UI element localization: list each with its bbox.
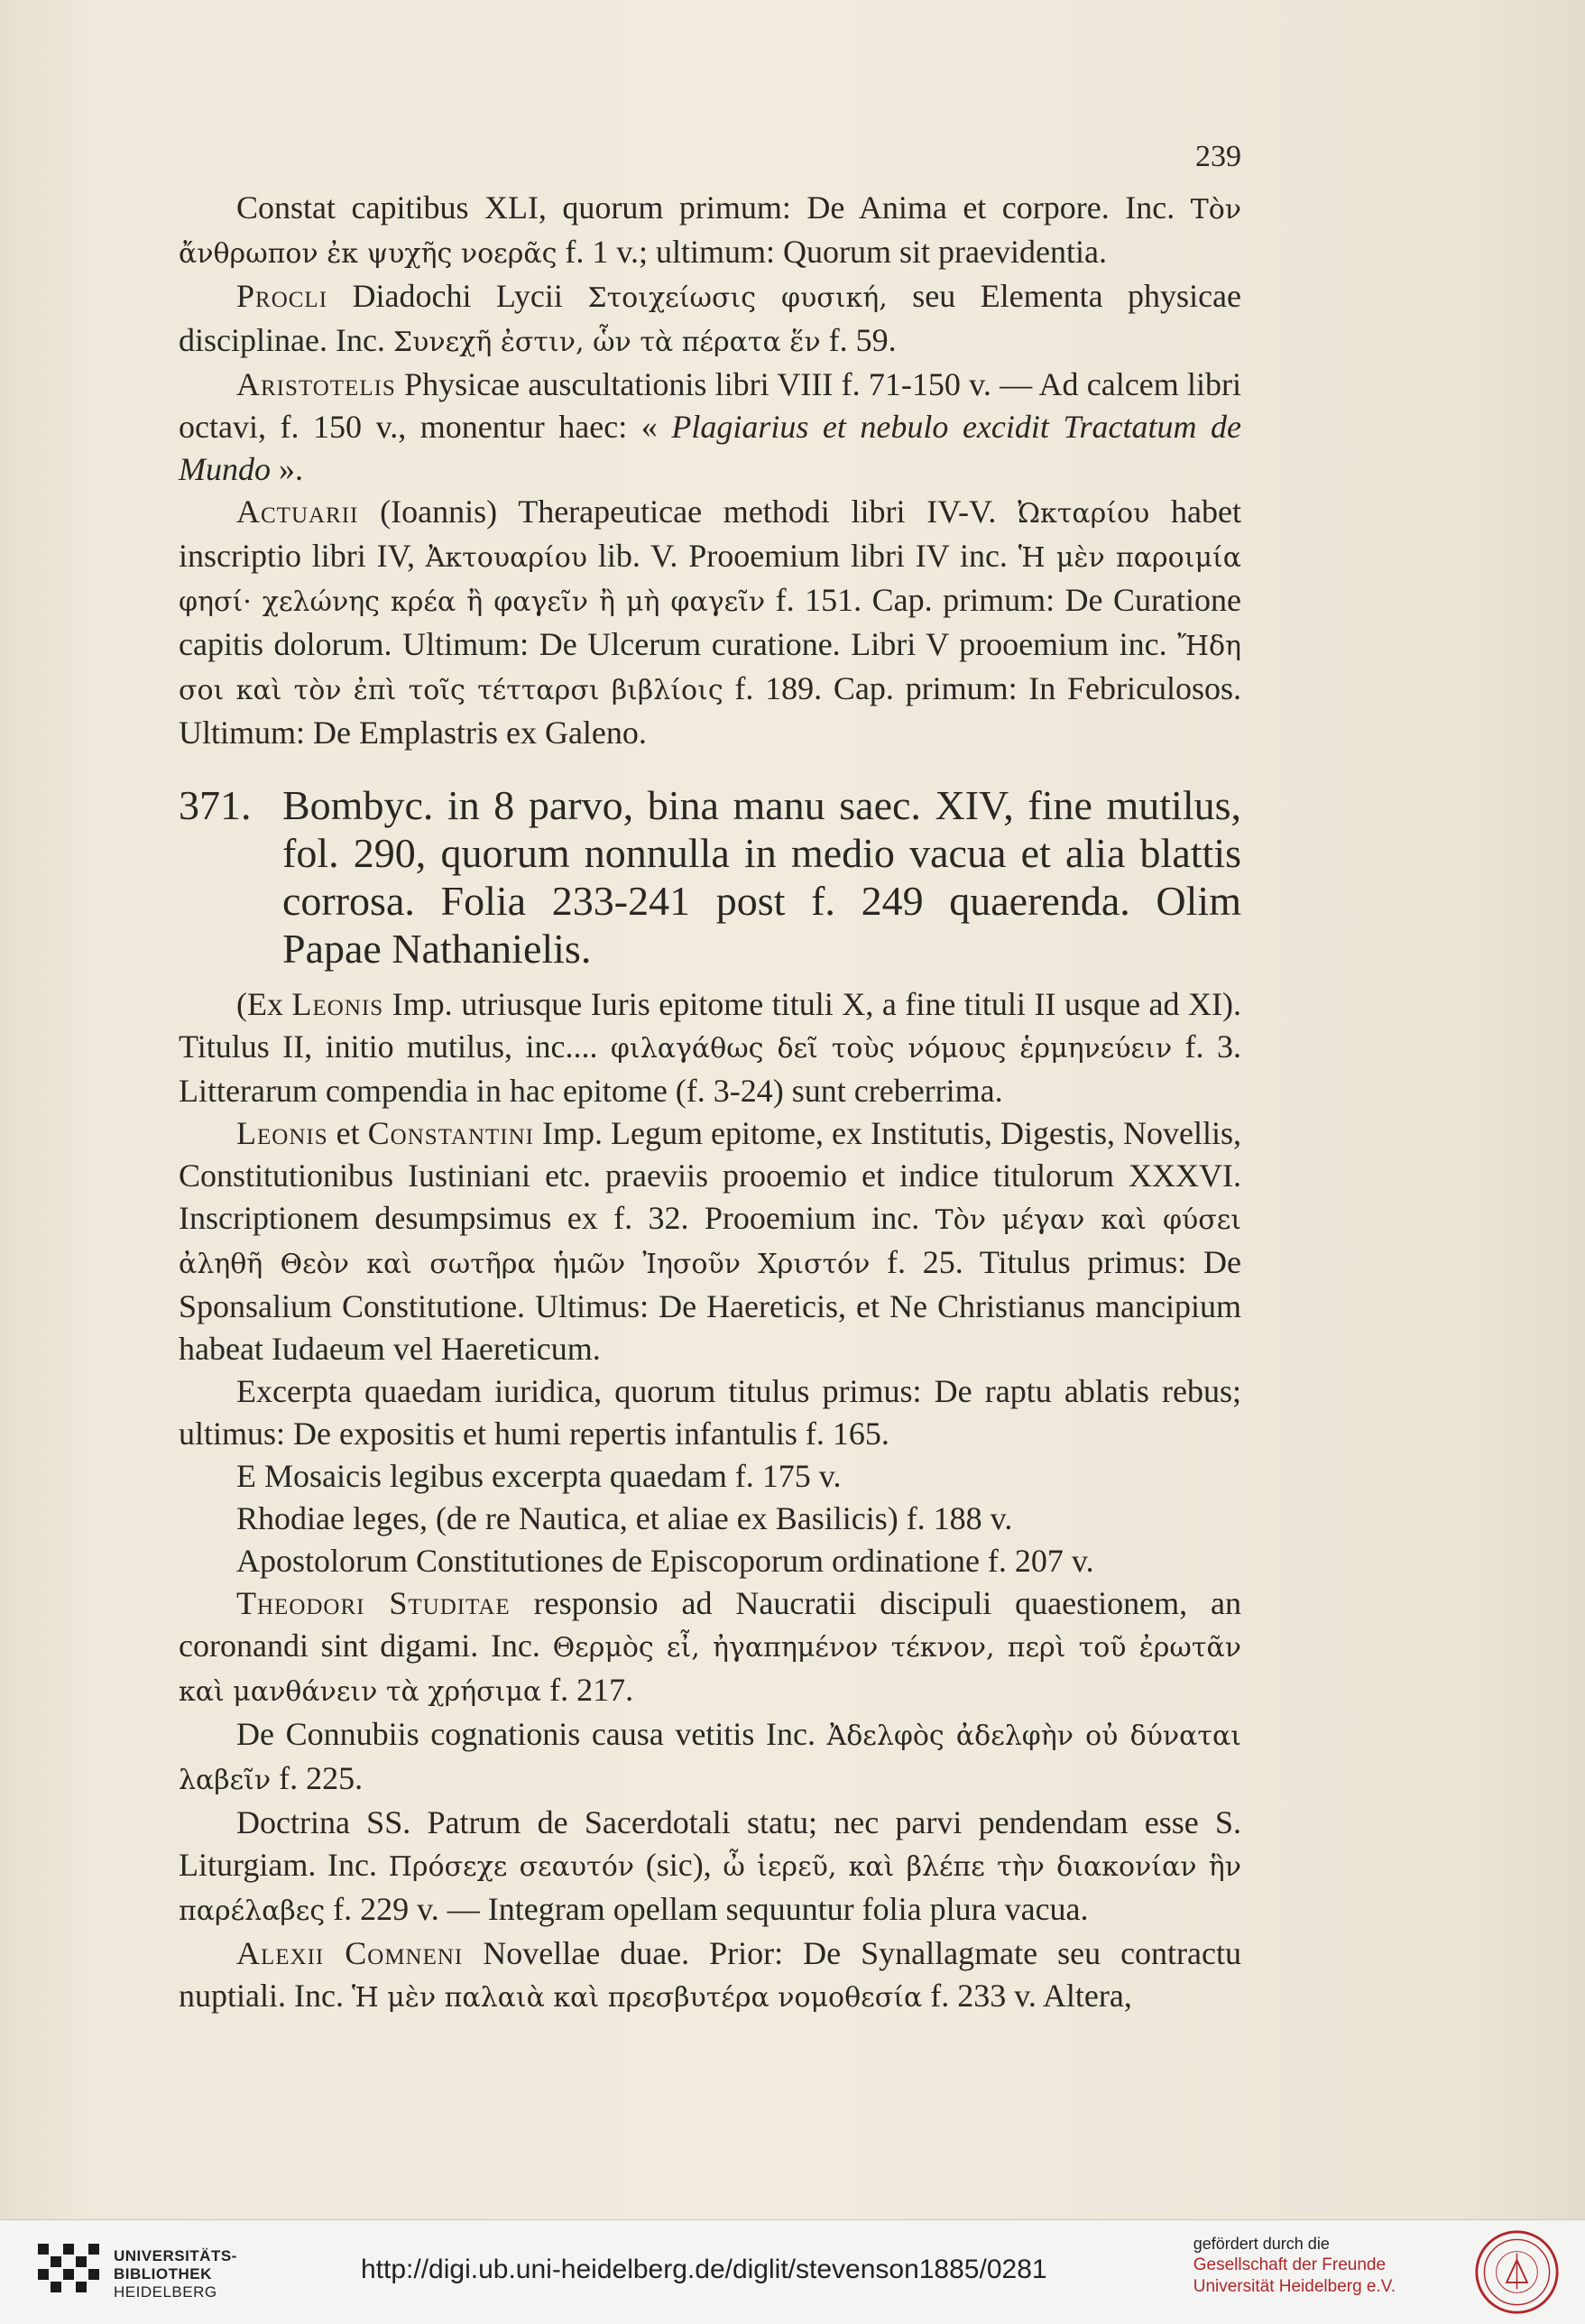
- society-name-line2: Universität Heidelberg e.V.: [1193, 2277, 1396, 2296]
- text-run: E Mosaicis legibus excerpta quaedam f. 175 v.: [236, 1458, 842, 1494]
- library-name-line2: BIBLIOTHEK: [114, 2265, 212, 2282]
- entry-number: 371.: [179, 782, 252, 828]
- paragraph: [179, 1802, 1241, 1932]
- footer-bar: [0, 2219, 1585, 2324]
- quoted-text: Plagiarius et nebulo excidit Tractatum de Mundo: [179, 409, 1241, 487]
- text-run: habet inscriptio libri IV,: [179, 493, 1241, 574]
- greek-text: Θερμὸς εἶ, ἠγαπημένον τέκνον, περὶ τοῦ ἐρωτᾶν καὶ μανθάνειν τὰ χρήσιμα: [179, 1632, 1241, 1708]
- paragraphs-top: [179, 187, 1241, 754]
- text-run: Diadochi Lycii: [327, 278, 588, 314]
- text-run: et: [327, 1115, 368, 1151]
- greek-text: ὦ ἱερεῦ, καὶ βλέπε τὴν διακονίαν ἣν παρέλαβες: [179, 1851, 1241, 1927]
- author-name: Aristotelis: [236, 366, 396, 402]
- author-name: Procli: [236, 278, 328, 314]
- paragraph: [179, 187, 1241, 275]
- greek-text: Πρόσεχε σεαυτόν: [388, 1851, 634, 1883]
- text-run: lib. V. Prooemium libri IV inc.: [587, 538, 1018, 574]
- author-name: Leonis: [291, 986, 384, 1022]
- funded-by-label: gefördert durch die: [1193, 2235, 1330, 2253]
- text-run: (Ex: [236, 986, 292, 1022]
- text-run: Constat capitibus XLI, quorum primum: De Anima et corpore. Inc.: [236, 189, 1191, 226]
- text-run: f. 3. Litterarum compendia in hac epitome (f. 3-24) sunt creberrima.: [179, 1028, 1241, 1109]
- university-seal-icon: [1474, 2229, 1560, 2315]
- page-text-block: [179, 135, 1241, 2019]
- paragraph: [179, 1370, 1241, 1455]
- text-run: f. 59.: [820, 322, 897, 358]
- greek-text: Τὸν ἄνθρωπον ἐκ ψυχῆς νοερᾶς: [179, 194, 1241, 270]
- text-run: Novellae duae. Prior: De Synallagmate seu contractu nuptiali. Inc.: [179, 1935, 1241, 2014]
- author-name: Constantini: [367, 1115, 535, 1151]
- paragraph: [179, 1498, 1241, 1540]
- author-name: Alexii Comneni: [236, 1935, 464, 1971]
- text-run: f. 225.: [271, 1760, 364, 1796]
- text-run: f. 229 v. — Integram opellam sequuntur folia plura vacua.: [325, 1891, 1089, 1927]
- text-run: f. 233 v. Altera,: [922, 1978, 1132, 2014]
- permalink-link[interactable]: http://digi.ub.uni-heidelberg.de/diglit/stevenson1885/0281: [361, 2255, 1047, 2284]
- paragraph: [179, 364, 1241, 491]
- author-name: Leonis: [236, 1115, 328, 1151]
- greek-text: Ἀκτουαρίου: [425, 542, 588, 574]
- author-name: Actuarii: [236, 493, 359, 530]
- text-run: Doctrina SS. Patrum de Sacerdotali statu; nec parvi pendendam esse S. Liturgiam. Inc.: [179, 1804, 1241, 1883]
- text-run: De Connubiis cognationis causa vetitis Inc.: [236, 1716, 827, 1752]
- university-library-logo-icon: [36, 2242, 101, 2303]
- text-run: Apostolorum Constitutiones de Episcoporum ordinatione f. 207 v.: [236, 1543, 1094, 1579]
- author-name: Theodori Studitae: [236, 1585, 511, 1621]
- library-name: [114, 2247, 237, 2301]
- text-run: f. 217.: [541, 1672, 634, 1708]
- greek-text: φιλαγάθως δεῖ τοὺς νόμους ἑρμηνεύειν: [610, 1033, 1173, 1065]
- page-number: 239: [1195, 140, 1241, 173]
- text-run: Imp. utriusque Iuris epitome tituli X, a fine tituli II usque ad XI). Titulus II, initio mutilus, inc....: [179, 986, 1241, 1065]
- text-run: Physicae auscultationis libri VIII f. 71-150 v. — Ad calcem libri octavi, f. 150 v., monentur haec: «: [179, 366, 1241, 445]
- greek-text: Συνεχῆ ἐστιν, ὧν τὰ πέρατα ἕν: [392, 327, 821, 358]
- greek-text: Ἡ μὲν παροιμία φησί· χελώνης κρέα ἢ φαγεῖν ἢ μὴ φαγεῖν: [179, 542, 1241, 618]
- greek-text: Στοιχείωσις φυσική,: [587, 282, 888, 314]
- catalog-entry-371: [179, 781, 1241, 973]
- paragraph: [179, 1582, 1241, 1713]
- text-run: ».: [271, 451, 303, 487]
- library-name-line3: HEIDELBERG: [114, 2283, 217, 2301]
- paragraphs-bottom: [179, 983, 1241, 2019]
- paragraph: [179, 1112, 1241, 1370]
- paragraph: [179, 1713, 1241, 1802]
- text-run: f. 151. Cap. primum: De Curatione capitis dolorum. Ultimum: De Ulcerum curatione. Libri V prooemium inc.: [179, 582, 1241, 662]
- greek-text: Τὸν μέγαν καὶ φύσει ἀληθῆ Θεὸν καὶ σωτῆρα ἡμῶν Ἰησοῦν Χριστόν: [179, 1204, 1241, 1280]
- text-run: Imp. Legum epitome, ex Institutis, Digestis, Novellis, Constitutionibus Iustiniani etc. praeviis prooemio et indice titulorum XXXVI. Inscriptionem desumpsimus ex f. 32. Prooemium inc.: [179, 1115, 1242, 1236]
- text-run: Rhodiae leges, (de re Nautica, et aliae ex Basilicis) f. 188 v.: [236, 1500, 1013, 1536]
- greek-text: Ἀδελφὸς ἀδελφὴν οὐ δύναται λαβεῖν: [179, 1720, 1241, 1796]
- paragraph: [179, 491, 1241, 754]
- society-name-line1: Gesellschaft der Freunde: [1193, 2255, 1387, 2274]
- greek-text: Ὠκταρίου: [1018, 498, 1150, 530]
- entry-description: Bombyc. in 8 parvo, bina manu saec. XIV, fine mutilus, fol. 290, quorum nonnulla in medio vacua et alia blattis corrosa. Folia 233-241 post f. 249 quaerenda. Olim Papae Nathanielis.: [282, 782, 1241, 972]
- greek-text: Ἤδη σοι καὶ τὸν ἐπὶ τοῖς τέτταρσι βιβλίοις: [179, 631, 1241, 706]
- paragraph: [179, 1540, 1241, 1582]
- paragraph: [179, 275, 1241, 364]
- paragraph: [179, 983, 1241, 1112]
- paragraph: [179, 1455, 1241, 1498]
- text-run: seu Elementa physicae disciplinae. Inc.: [179, 278, 1242, 358]
- greek-text: Ἡ μὲν παλαιὰ καὶ πρεσβυτέρα νομοθεσία: [351, 1982, 923, 2014]
- text-run: f. 25. Titulus primus: De Sponsalium Constitutione. Ultimus: De Haereticis, et Ne Christianus mancipium habeat Iudaeum vel Haereticum.: [179, 1244, 1241, 1367]
- text-run: (Ioannis) Therapeuticae methodi libri IV-V.: [358, 493, 1018, 530]
- text-run: f. 1 v.; ultimum: Quorum sit praevidentia.: [557, 234, 1107, 270]
- text-run: responsio ad Naucratii discipuli quaestionem, an coronandi sint digami. Inc.: [179, 1585, 1241, 1664]
- text-run: f. 189. Cap. primum: In Febriculosos. Ultimum: De Emplastris ex Galeno.: [179, 670, 1242, 751]
- text-run: (sic),: [634, 1847, 723, 1883]
- funding-notice: [1193, 2233, 1396, 2298]
- library-name-line1: UNIVERSITÄTS-: [114, 2247, 237, 2264]
- paragraph: [179, 1932, 1241, 2019]
- text-run: Excerpta quaedam iuridica, quorum titulus primus: De raptu ablatis rebus; ultimus: De expositis et humi repertis infantulis f. 165.: [179, 1373, 1241, 1452]
